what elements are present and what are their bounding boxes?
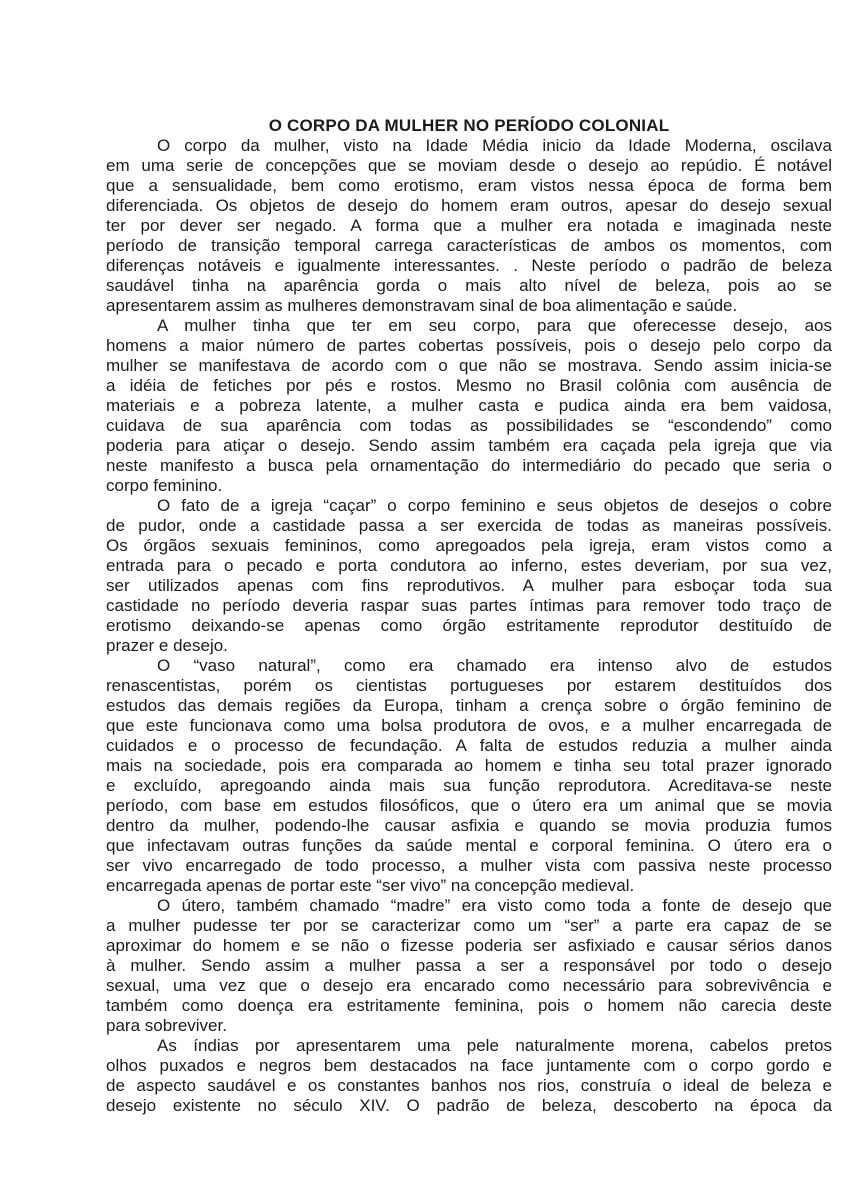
text-line: em uma serie de concepções que se moviam desde o desejo ao repúdio. É notável <box>106 156 832 175</box>
text-line: a idéia de fetiches por pés e rostos. Mesmo no Brasil colônia com ausência de <box>106 376 832 395</box>
text-line: O útero, também chamado “madre” era visto como toda a fonte de desejo que <box>157 896 832 915</box>
text-line: corpo feminino. <box>106 476 223 495</box>
text-line: materiais e a pobreza latente, a mulher casta e pudica ainda era bem vaidosa, <box>106 396 832 415</box>
text-line: A mulher tinha que ter em seu corpo, para que oferecesse desejo, aos <box>157 316 832 335</box>
text-line: de pudor, onde a castidade passa a ser exercida de todas as maneiras possíveis. <box>106 516 832 535</box>
text-line: a mulher pudesse ter por se caracterizar como um “ser” a parte era capaz de se <box>106 916 832 935</box>
text-line: apresentarem assim as mulheres demonstravam sinal de boa alimentação e saúde. <box>106 296 738 315</box>
text-line: cuidados e o processo de fecundação. A falta de estudos reduzia a mulher ainda <box>106 736 832 755</box>
text-line: diferenças notáveis e igualmente interessantes. . Neste período o padrão de beleza <box>106 256 832 275</box>
text-line: prazer e desejo. <box>106 636 228 655</box>
text-line: O corpo da mulher, visto na Idade Média inicio da Idade Moderna, oscilava <box>157 136 832 155</box>
text-line: dentro da mulher, podendo-lhe causar asfixia e quando se movia produzia fumos <box>106 816 832 835</box>
text-line: renascentistas, porém os cientistas portugueses por estarem destituídos dos <box>106 676 832 695</box>
text-line: de aspecto saudável e os constantes banhos nos rios, construía o ideal de beleza e <box>106 1076 832 1095</box>
text-line: diferenciada. Os objetos de desejo do homem eram outros, apesar do desejo sexual <box>106 196 832 215</box>
text-line: erotismo deixando-se apenas como órgão estritamente reprodutor destituído de <box>106 616 832 635</box>
text-line: cuidava de sua aparência com todas as possibilidades se “escondendo” como <box>106 416 832 435</box>
text-line: ser utilizados apenas com fins reprodutivos. A mulher para esboçar toda sua <box>106 576 832 595</box>
text-line: desejo existente no século XIV. O padrão de beleza, descoberto na época da <box>106 1096 832 1115</box>
text-line: mais na sociedade, pois era comparada ao homem e tinha seu total prazer ignorado <box>106 756 832 775</box>
text-line: que infectavam outras funções da saúde mental e corporal feminina. O útero era o <box>106 836 832 855</box>
text-line: também como doença era estritamente feminina, pois o homem não carecia deste <box>106 996 832 1015</box>
text-line: castidade no período deveria raspar suas partes íntimas para remover todo traço de <box>106 596 832 615</box>
text-line: saudável tinha na aparência gorda o mais alto nível de beleza, pois ao se <box>106 276 832 295</box>
text-line: encarregada apenas de portar este “ser vivo” na concepção medieval. <box>106 876 635 895</box>
text-line: e excluído, apregoando ainda mais sua função reprodutora. Acreditava-se neste <box>106 776 832 795</box>
text-line: As índias por apresentarem uma pele naturalmente morena, cabelos pretos <box>157 1036 832 1055</box>
text-line: Os órgãos sexuais femininos, como apregoados pela igreja, eram vistos como a <box>106 536 832 555</box>
text-line: que a sensualidade, bem como erotismo, eram vistos nessa época de forma bem <box>106 176 832 195</box>
text-line: ser vivo encarregado de todo processo, a mulher vista com passiva neste processo <box>106 856 832 875</box>
text-line: O “vaso natural”, como era chamado era intenso alvo de estudos <box>157 656 832 675</box>
text-line: poderia para atiçar o desejo. Sendo assim também era caçada pela igreja que via <box>106 436 832 455</box>
document-title: O CORPO DA MULHER NO PERÍODO COLONIAL <box>268 116 670 135</box>
text-line: para sobreviver. <box>106 1016 227 1035</box>
text-line: aproximar do homem e se não o fizesse poderia ser asfixiado e causar sérios danos <box>106 936 832 955</box>
text-line: olhos puxados e negros bem destacados na face juntamente com o corpo gordo e <box>106 1056 832 1075</box>
text-line: período, com base em estudos filosóficos, que o útero era um animal que se movia <box>106 796 832 815</box>
document-body <box>106 136 832 1116</box>
text-line: sexual, uma vez que o desejo era encarado como necessário para sobrevivência e <box>106 976 832 995</box>
text-line: ter por dever ser negado. A forma que a mulher era notada e imaginada neste <box>106 216 832 235</box>
text-line: homens a maior número de partes cobertas possíveis, pois o desejo pelo corpo da <box>106 336 832 355</box>
text-line: à mulher. Sendo assim a mulher passa a ser a responsável por todo o desejo <box>106 956 832 975</box>
text-line: que este funcionava como uma bolsa produtora de ovos, e a mulher encarregada de <box>106 716 832 735</box>
text-line: O fato de a igreja “caçar” o corpo feminino e seus objetos de desejos o cobre <box>157 496 832 515</box>
text-line: entrada para o pecado e porta condutora ao inferno, estes deveriam, por sua vez, <box>106 556 832 575</box>
text-line: período de transição temporal carrega características de ambos os momentos, com <box>106 236 832 255</box>
text-line: mulher se manifestava de acordo com o que não se mostrava. Sendo assim inicia-se <box>106 356 832 375</box>
text-line: neste manifesto a busca pela ornamentação do intermediário do pecado que seria o <box>106 456 832 475</box>
text-block <box>106 116 832 1116</box>
text-line: estudos das demais regiões da Europa, tinham a crença sobre o órgão feminino de <box>106 696 832 715</box>
